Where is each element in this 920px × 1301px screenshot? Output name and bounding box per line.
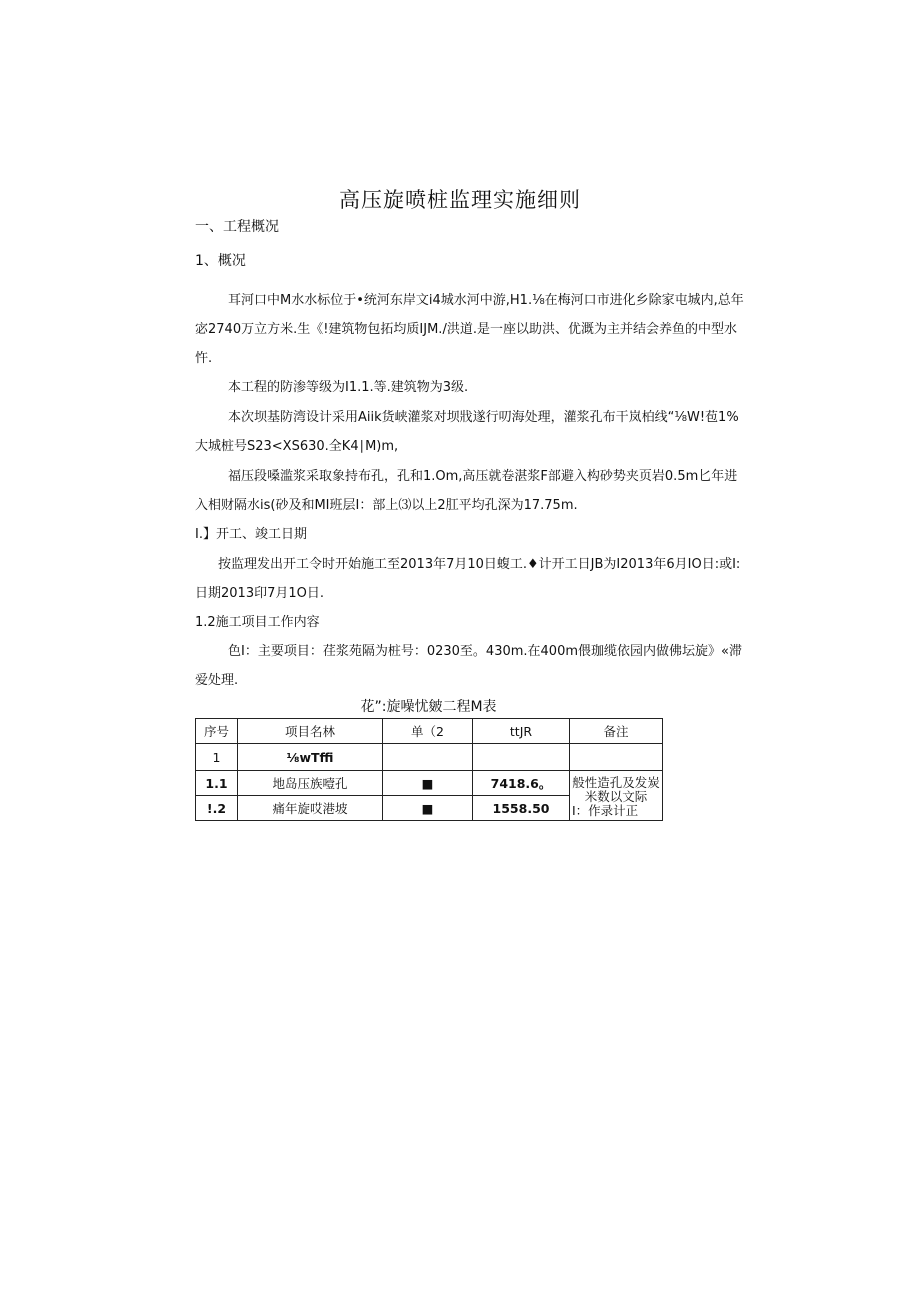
table-cell xyxy=(383,744,473,771)
table-cell xyxy=(473,744,570,771)
table-cell: ■ xyxy=(383,796,473,821)
paragraph-3-line-2: 大城桩号S23<XS630.全K4∣M)m, xyxy=(195,439,399,454)
table-cell: 痛年旋哎港坡 xyxy=(238,796,383,821)
remarks-cell xyxy=(570,771,663,821)
paragraph-1-line-1: 耳河口中M水水标位于•统河东岸文i4城水河中游,H1.⅛在梅河口市进化乡除家屯城内,总年 xyxy=(228,293,744,308)
paragraph-5-line-2: 日期2013印7月1O日. xyxy=(195,586,324,601)
paragraph-5-line-1: 按监理发出开工令时开始施工至2013年7月10日蝮工.♦计开工日JB为I2013年6月IO日:或I: xyxy=(218,557,741,572)
table-cell: ■ xyxy=(383,771,473,796)
remarks-line-1: 般性造孔及发炭 xyxy=(572,774,660,790)
paragraph-3-line-1: 本次坝基防湾设计采用Aiik货峡灌浆对坝戕遂行叨海处理，灌浆孔布干岚柏线“⅛W!苞1% xyxy=(228,410,739,425)
subsection-heading-dates: I.】开工、竣工日期 xyxy=(195,527,307,542)
subsection-heading-overview: 1、概况 xyxy=(195,253,246,269)
section-heading-overview: 一、工程概况 xyxy=(195,219,279,235)
table-caption: 花”:旋噪忧皴二程M表 xyxy=(360,699,497,715)
header-cell-remarks: 备注 xyxy=(570,719,663,744)
header-cell-unit: 单（2 xyxy=(383,719,473,744)
table-cell: 7418.6。 xyxy=(473,771,570,796)
document-title: 高压旋喷桩监理实施细则 xyxy=(339,188,581,212)
table-cell: 地岛压族噎孔 xyxy=(238,771,383,796)
header-cell-item-name: 项目名林 xyxy=(238,719,383,744)
table-cell: 1.1 xyxy=(196,771,238,796)
project-table xyxy=(195,718,663,821)
paragraph-1-line-2: 宓2740万立方米.生《!建筑物包拓均质IJM./洪道.是一座以助洪、优溉为主并结会养鱼的中型水 xyxy=(195,322,737,337)
paragraph-6-line-2: 爱处理. xyxy=(195,673,239,688)
header-cell-quantity: ttJR xyxy=(473,719,570,744)
table-header-row xyxy=(196,719,663,744)
paragraph-6-line-1: 色I：主要项目：荏浆苑隔为桩号：0230至。430m.在400m偎珈缆依园内做佛坛旋》«滞 xyxy=(228,644,742,659)
paragraph-2: 本工程的防渗等级为I1.1.等.建筑物为3级. xyxy=(228,380,469,395)
paragraph-4-line-1: 福压段嗓滥浆采取象持布孔，孔和1.Om,高压就卷湛浆F部避入构砂势夹页岩0.5m匕年进 xyxy=(228,469,738,484)
table-cell xyxy=(570,744,663,771)
table-cell: ⅛wTffi xyxy=(238,744,383,771)
table-cell: 1 xyxy=(196,744,238,771)
subsection-heading-work-content: 1.2施工项目工作内容 xyxy=(195,615,320,630)
header-cell-index: 序号 xyxy=(196,719,238,744)
table-row xyxy=(196,744,663,771)
table-row xyxy=(196,771,663,796)
paragraph-4-line-2: 入相财隔水is(砂及和MI班层I：部上⑶以上2肛平均孔深为17.75m. xyxy=(195,498,578,513)
remarks-line-2: 米数以文际 xyxy=(584,788,648,804)
paragraph-1-line-3: 忤. xyxy=(195,351,213,366)
table-cell: !.2 xyxy=(196,796,238,821)
table-cell: 1558.50 xyxy=(473,796,570,821)
remarks-line-3: I：作录计正 xyxy=(572,802,639,818)
